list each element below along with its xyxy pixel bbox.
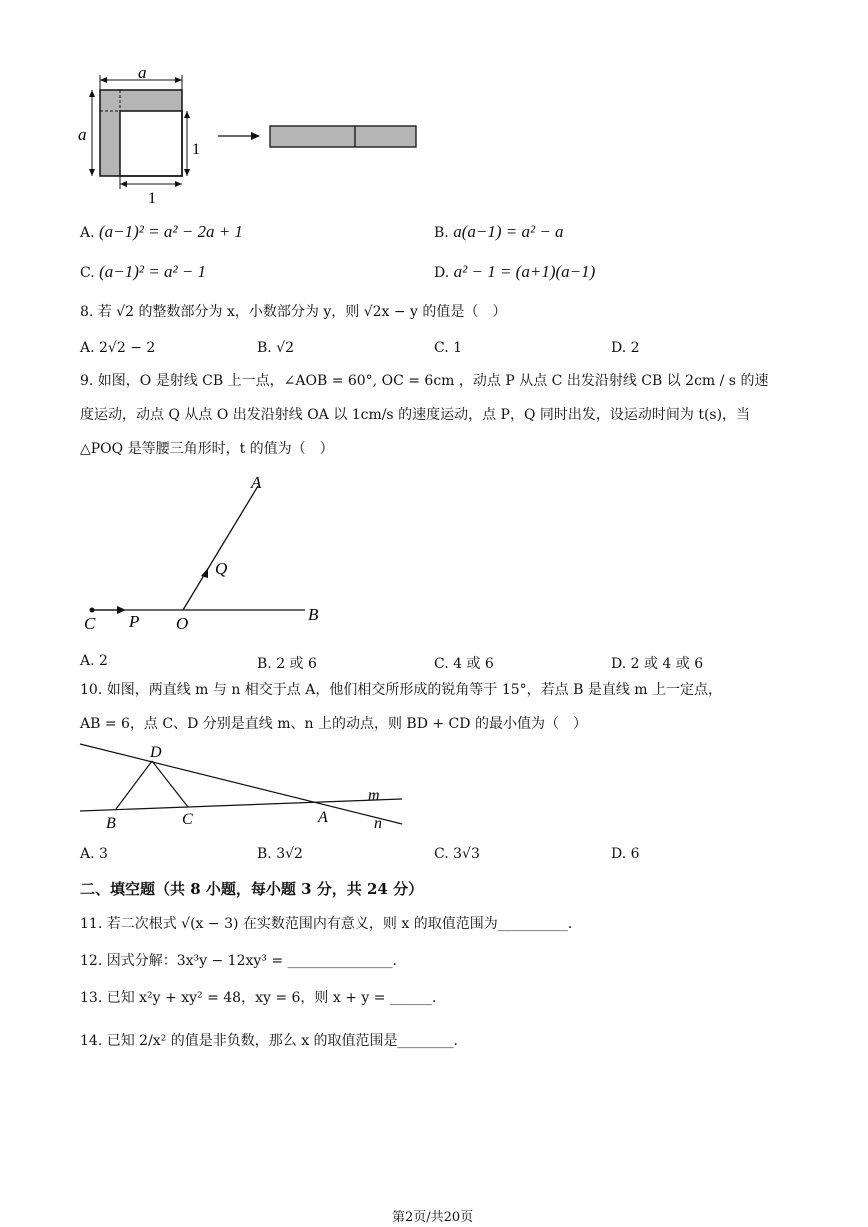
label-a-top: a [138,66,147,82]
q8-text: 8. 若 √2 的整数部分为 x，小数部分为 y，则 √2x − y 的值是（ ） [80,304,507,320]
q9-option-a[interactable]: A. 2 [80,653,108,669]
q8-option-c[interactable]: C. 1 [434,340,463,356]
q9-line-2: 度运动，动点 Q 从点 O 出发沿射线 OA 以 1cm/s 的速度运动，点 P，Q 同时出发，设运动时间为 t(s)，当 [80,407,751,423]
ray-oa [183,486,258,610]
q8-option-d[interactable]: D. 2 [611,340,640,356]
q10-line-1: 10. 如图，两直线 m 与 n 相交于点 A，他们相交所形成的锐角等于 15°，若点 B 是直线 m 上一定点， [80,682,722,698]
segment-bd [116,761,152,809]
q13-text: 13. 已知 x²y + xy² = 48，xy = 6，则 x + y = ______. [80,990,437,1006]
figure-q9 [70,468,340,638]
label-c: C [84,614,96,633]
result-rectangle [270,126,416,147]
label-a: A [318,809,328,826]
q7-option-b[interactable]: B. a(a−1) = a² − a [434,222,564,241]
p-direction-arrow-icon [117,606,126,614]
label-n: n [374,815,382,832]
label-a: A [251,473,262,492]
figure-q7 [70,66,430,206]
section-heading: 二、填空题（共 8 小题，每小题 3 分，共 24 分） [80,880,424,898]
label-m: m [368,787,380,804]
q9-option-c[interactable]: C. 4 或 6 [434,656,494,672]
q9-option-b[interactable]: B. 2 或 6 [257,656,317,672]
q10-option-b[interactable]: B. 3√2 [257,846,303,862]
q10-option-c[interactable]: C. 3√3 [434,846,480,862]
right-arrow-icon [251,132,260,140]
label-q: Q [215,559,228,578]
q-direction-arrow-icon [201,568,208,578]
q9-option-d[interactable]: D. 2 或 4 或 6 [611,656,704,672]
label-o: O [176,614,189,633]
q11-text: 11. 若二次根式 √(x − 3) 在实数范围内有意义，则 x 的取值范围为__________. [80,916,573,932]
q7-option-a[interactable]: A. (a−1)² = a² − 2a + 1 [80,222,243,241]
q8-option-a[interactable]: A. 2√2 − 2 [80,340,156,356]
label-a-left: a [78,125,87,144]
label-b: B [308,605,319,624]
label-b: B [106,815,116,832]
page-number: 第2页/共20页 [392,1210,474,1225]
q9-line-1: 9. 如图，O 是射线 CB 上一点，∠AOB = 60°, OC = 6cm ，动点 P 从点 C 出发沿射线 CB 以 2cm / s 的速 [80,373,769,389]
q8-option-b[interactable]: B. √2 [257,340,295,356]
q7-option-c[interactable]: C. (a−1)² = a² − 1 [80,262,207,281]
label-c: C [182,811,193,828]
label-d: D [150,744,162,761]
figure-q10 [70,738,415,838]
q10-option-d[interactable]: D. 6 [611,846,640,862]
q7-option-d[interactable]: D. a² − 1 = (a+1)(a−1) [434,262,596,281]
label-p: P [129,612,140,631]
q14-text: 14. 已知 2/x² 的值是非负数，那么 x 的取值范围是________. [80,1033,458,1049]
q10-line-2: AB = 6，点 C、D 分别是直线 m、n 上的动点，则 BD + CD 的最小值为（ ） [80,716,587,732]
line-n [80,744,402,824]
inner-square [120,111,182,176]
label-1-right: 1 [192,141,200,158]
label-1-bottom: 1 [148,190,156,206]
q12-text: 12. 因式分解：3x³y − 12xy³ = _______________. [80,953,397,969]
q9-line-3: △POQ 是等腰三角形时，t 的值为（ ） [80,441,334,457]
segment-cd [152,761,188,807]
q10-option-a[interactable]: A. 3 [80,846,108,862]
line-m [80,799,402,811]
